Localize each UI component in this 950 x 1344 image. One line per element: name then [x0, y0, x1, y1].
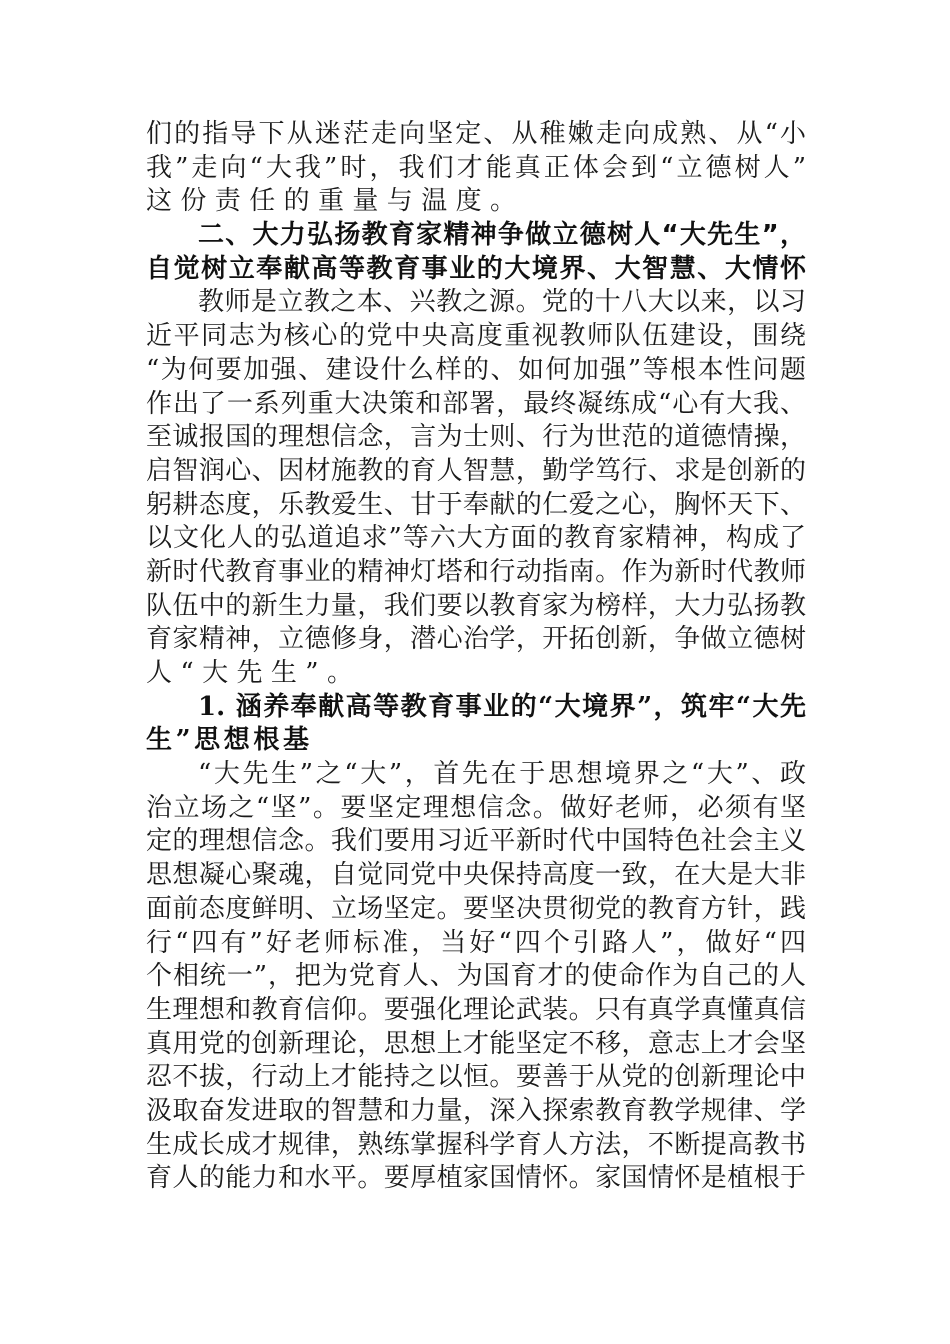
- paragraph-line: 忍不拔，行动上才能持之以恒。要善于从党的创新理论中: [146, 1062, 806, 1093]
- paragraph-line: 育人的能力和水平。要厚植家国情怀。家国情怀是植根于: [146, 1163, 806, 1194]
- paragraph-line: 人“大先生”。: [146, 658, 362, 688]
- subheading-line: 生”思想根基: [146, 725, 313, 756]
- paragraph-line: 定的理想信念。我们要用习近平新时代中国特色社会主义: [146, 826, 806, 857]
- paragraph-line: 启智润心、因材施教的育人智慧，勤学笃行、求是创新的: [146, 455, 806, 486]
- paragraph-line: 真用党的创新理论，思想上才能坚定不移，意志上才会坚: [146, 1028, 806, 1059]
- paragraph-line: 行“四有”好老师标准，当好“四个引路人”，做好“四: [146, 927, 806, 958]
- paragraph-line: 近平同志为核心的党中央高度重视教师队伍建设，围绕: [146, 321, 806, 352]
- paragraph-line: 作出了一系列重大决策和部署，最终凝练成“心有大我、: [146, 388, 806, 419]
- paragraph-line: “为何要加强、建设什么样的、如何加强”等根本性问题: [146, 354, 806, 385]
- paragraph-line: “大先生”之“大”，首先在于思想境界之“大”、政: [198, 759, 806, 790]
- paragraph-line: 以文化人的弘道追求”等六大方面的教育家精神，构成了: [146, 523, 806, 554]
- document-page: [146, 118, 806, 1196]
- paragraph-line: 队伍中的新生力量，我们要以教育家为榜样，大力弘扬教: [146, 590, 806, 621]
- paragraph-line: 治立场之“坚”。要坚定理想信念。做好老师，必须有坚: [146, 792, 806, 823]
- paragraph-line: 躬耕态度，乐教爱生、甘于奉献的仁爱之心，胸怀天下、: [146, 489, 806, 520]
- heading-line: 二、大力弘扬教育家精神争做立德树人“大先生”，: [198, 220, 806, 251]
- paragraph-line: 育家精神，立德修身，潜心治学，开拓创新，争做立德树: [146, 624, 806, 655]
- paragraph-line: 面前态度鲜明、立场坚定。要坚决贯彻党的教育方针，践: [146, 893, 806, 924]
- paragraph-line: 我”走向“大我”时，我们才能真正体会到“立德树人”: [146, 152, 806, 183]
- paragraph-line: 这份责任的重量与温度。: [146, 186, 525, 217]
- paragraph-line: 汲取奋发进取的智慧和力量，深入探索教育教学规律、学: [146, 1095, 806, 1126]
- paragraph-line: 们的指导下从迷茫走向坚定、从稚嫩走向成熟、从“小: [146, 119, 806, 149]
- paragraph-line: 思想凝心聚魂，自觉同党中央保持高度一致，在大是大非: [146, 860, 806, 891]
- paragraph-line: 至诚报国的理想信念，言为士则、行为世范的道德情操，: [146, 422, 806, 453]
- paragraph-line: 生成长成才规律，熟练掌握科学育人方法，不断提高教书: [146, 1129, 806, 1160]
- heading-line: 自觉树立奉献高等教育事业的大境界、大智慧、大情怀: [146, 253, 806, 284]
- paragraph-line: 教师是立教之本、兴教之源。党的十八大以来，以习: [198, 287, 806, 318]
- paragraph-line: 个相统一”，把为党育人、为国育才的使命作为自己的人: [146, 961, 806, 992]
- subheading-line: 1. 涵养奉献高等教育事业的“大境界”，筑牢“大先: [198, 691, 806, 722]
- paragraph-line: 新时代教育事业的精神灯塔和行动指南。作为新时代教师: [146, 556, 806, 587]
- paragraph-line: 生理想和教育信仰。要强化理论武装。只有真学真懂真信: [146, 994, 806, 1025]
